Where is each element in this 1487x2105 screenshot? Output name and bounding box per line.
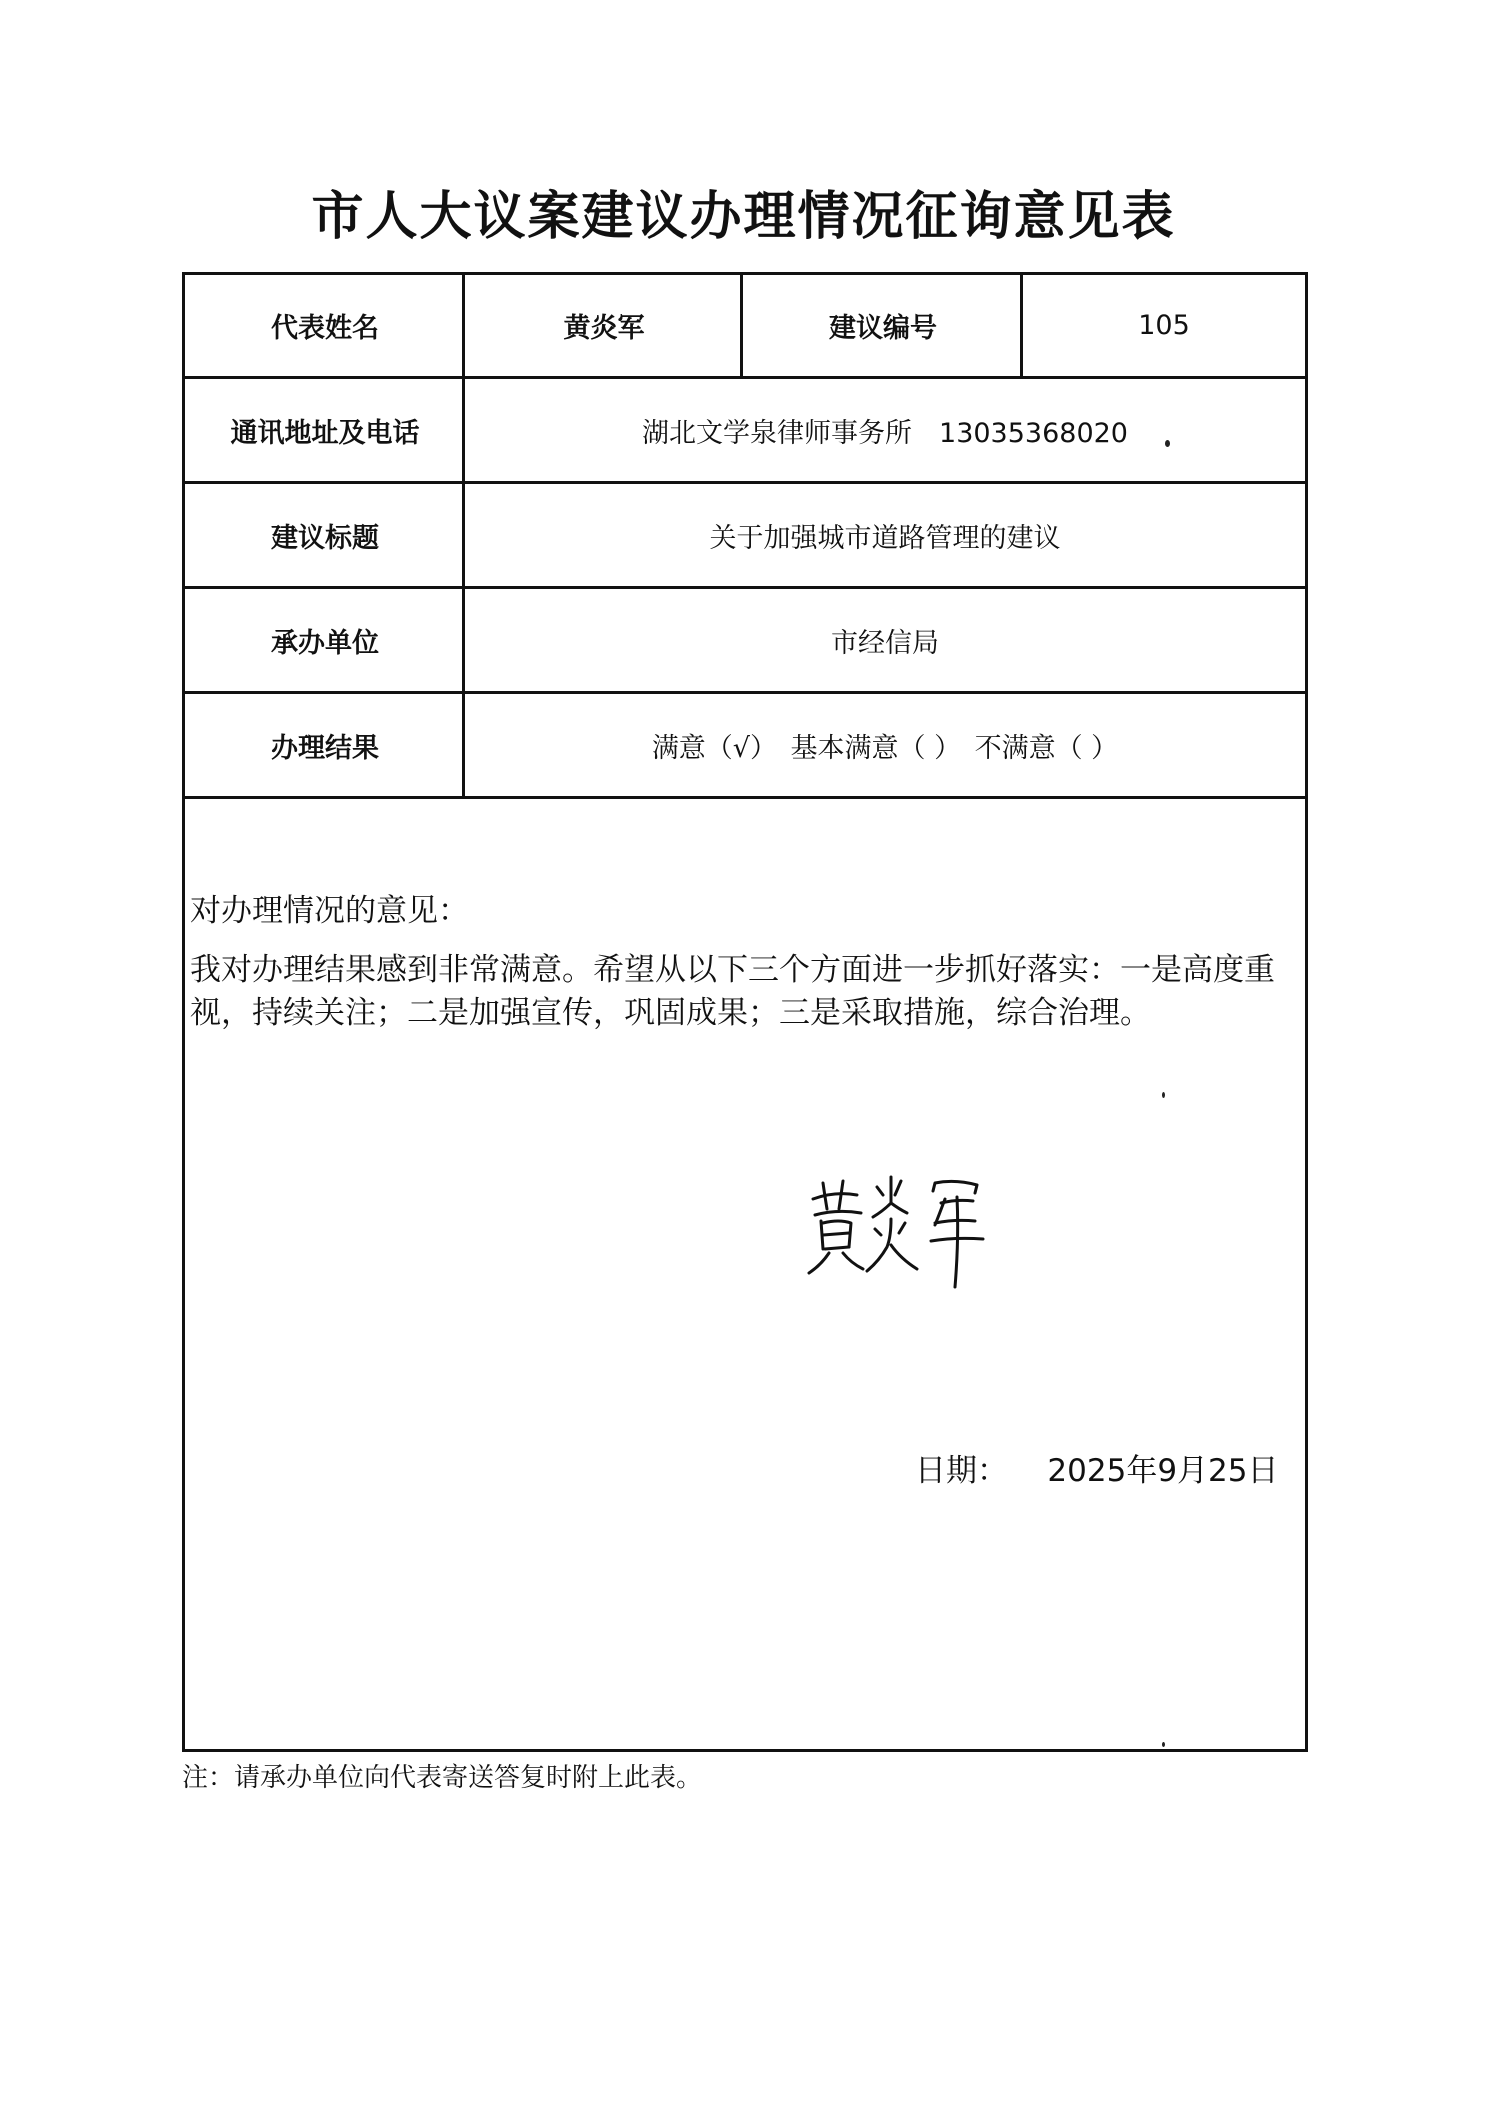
suggestion-title-label: 建议标题 [271, 522, 379, 554]
opinion-body: 我对办理结果感到非常满意。希望从以下三个方面进一步抓好落实：一是高度重视，持续关注；二是加强宣传，巩固成果；三是采取措施，综合治理。 [190, 952, 1275, 1031]
page-title: 市人大议案建议办理情况征询意见表 [311, 186, 1176, 247]
suggestion-number-label: 建议编号 [829, 313, 937, 344]
suggestion-title-value: 关于加强城市道路管理的建议 [709, 522, 1061, 554]
scan-speck [1162, 1742, 1165, 1747]
suggestion-number-value: 105 [1138, 310, 1190, 341]
form-row-unit [185, 589, 1305, 694]
contact-label: 通讯地址及电话 [230, 417, 420, 449]
opinion-section [185, 799, 1305, 1749]
representative-name-label: 代表姓名 [271, 313, 379, 344]
handling-result-value: 满意（√） 基本满意（ ） 不满意（ ） [651, 732, 1119, 764]
footnote: 注：请承办单位向代表寄送答复时附上此表。 [182, 1763, 703, 1793]
date-line [915, 1449, 1278, 1493]
date-label: 日期： [915, 1453, 1008, 1489]
form-row-result [185, 694, 1305, 799]
opinion-heading: 对办理情况的意见： [190, 893, 469, 929]
handling-unit-value: 市经信局 [831, 627, 939, 659]
date-value: 2025年9月25日 [1047, 1453, 1279, 1489]
form-row-representative [185, 275, 1305, 379]
representative-name-value: 黄炎军 [563, 313, 645, 344]
form-row-contact [185, 379, 1305, 484]
handling-result-label: 办理结果 [271, 732, 379, 764]
scan-speck [1165, 440, 1170, 447]
form-row-title [185, 484, 1305, 589]
contact-value: 湖北文学泉律师事务所 13035368020 [642, 417, 1128, 449]
opinion-form-table [182, 272, 1308, 1752]
handling-unit-label: 承办单位 [271, 627, 379, 659]
handwritten-signature [805, 1169, 1005, 1289]
scan-speck [1162, 1092, 1165, 1098]
